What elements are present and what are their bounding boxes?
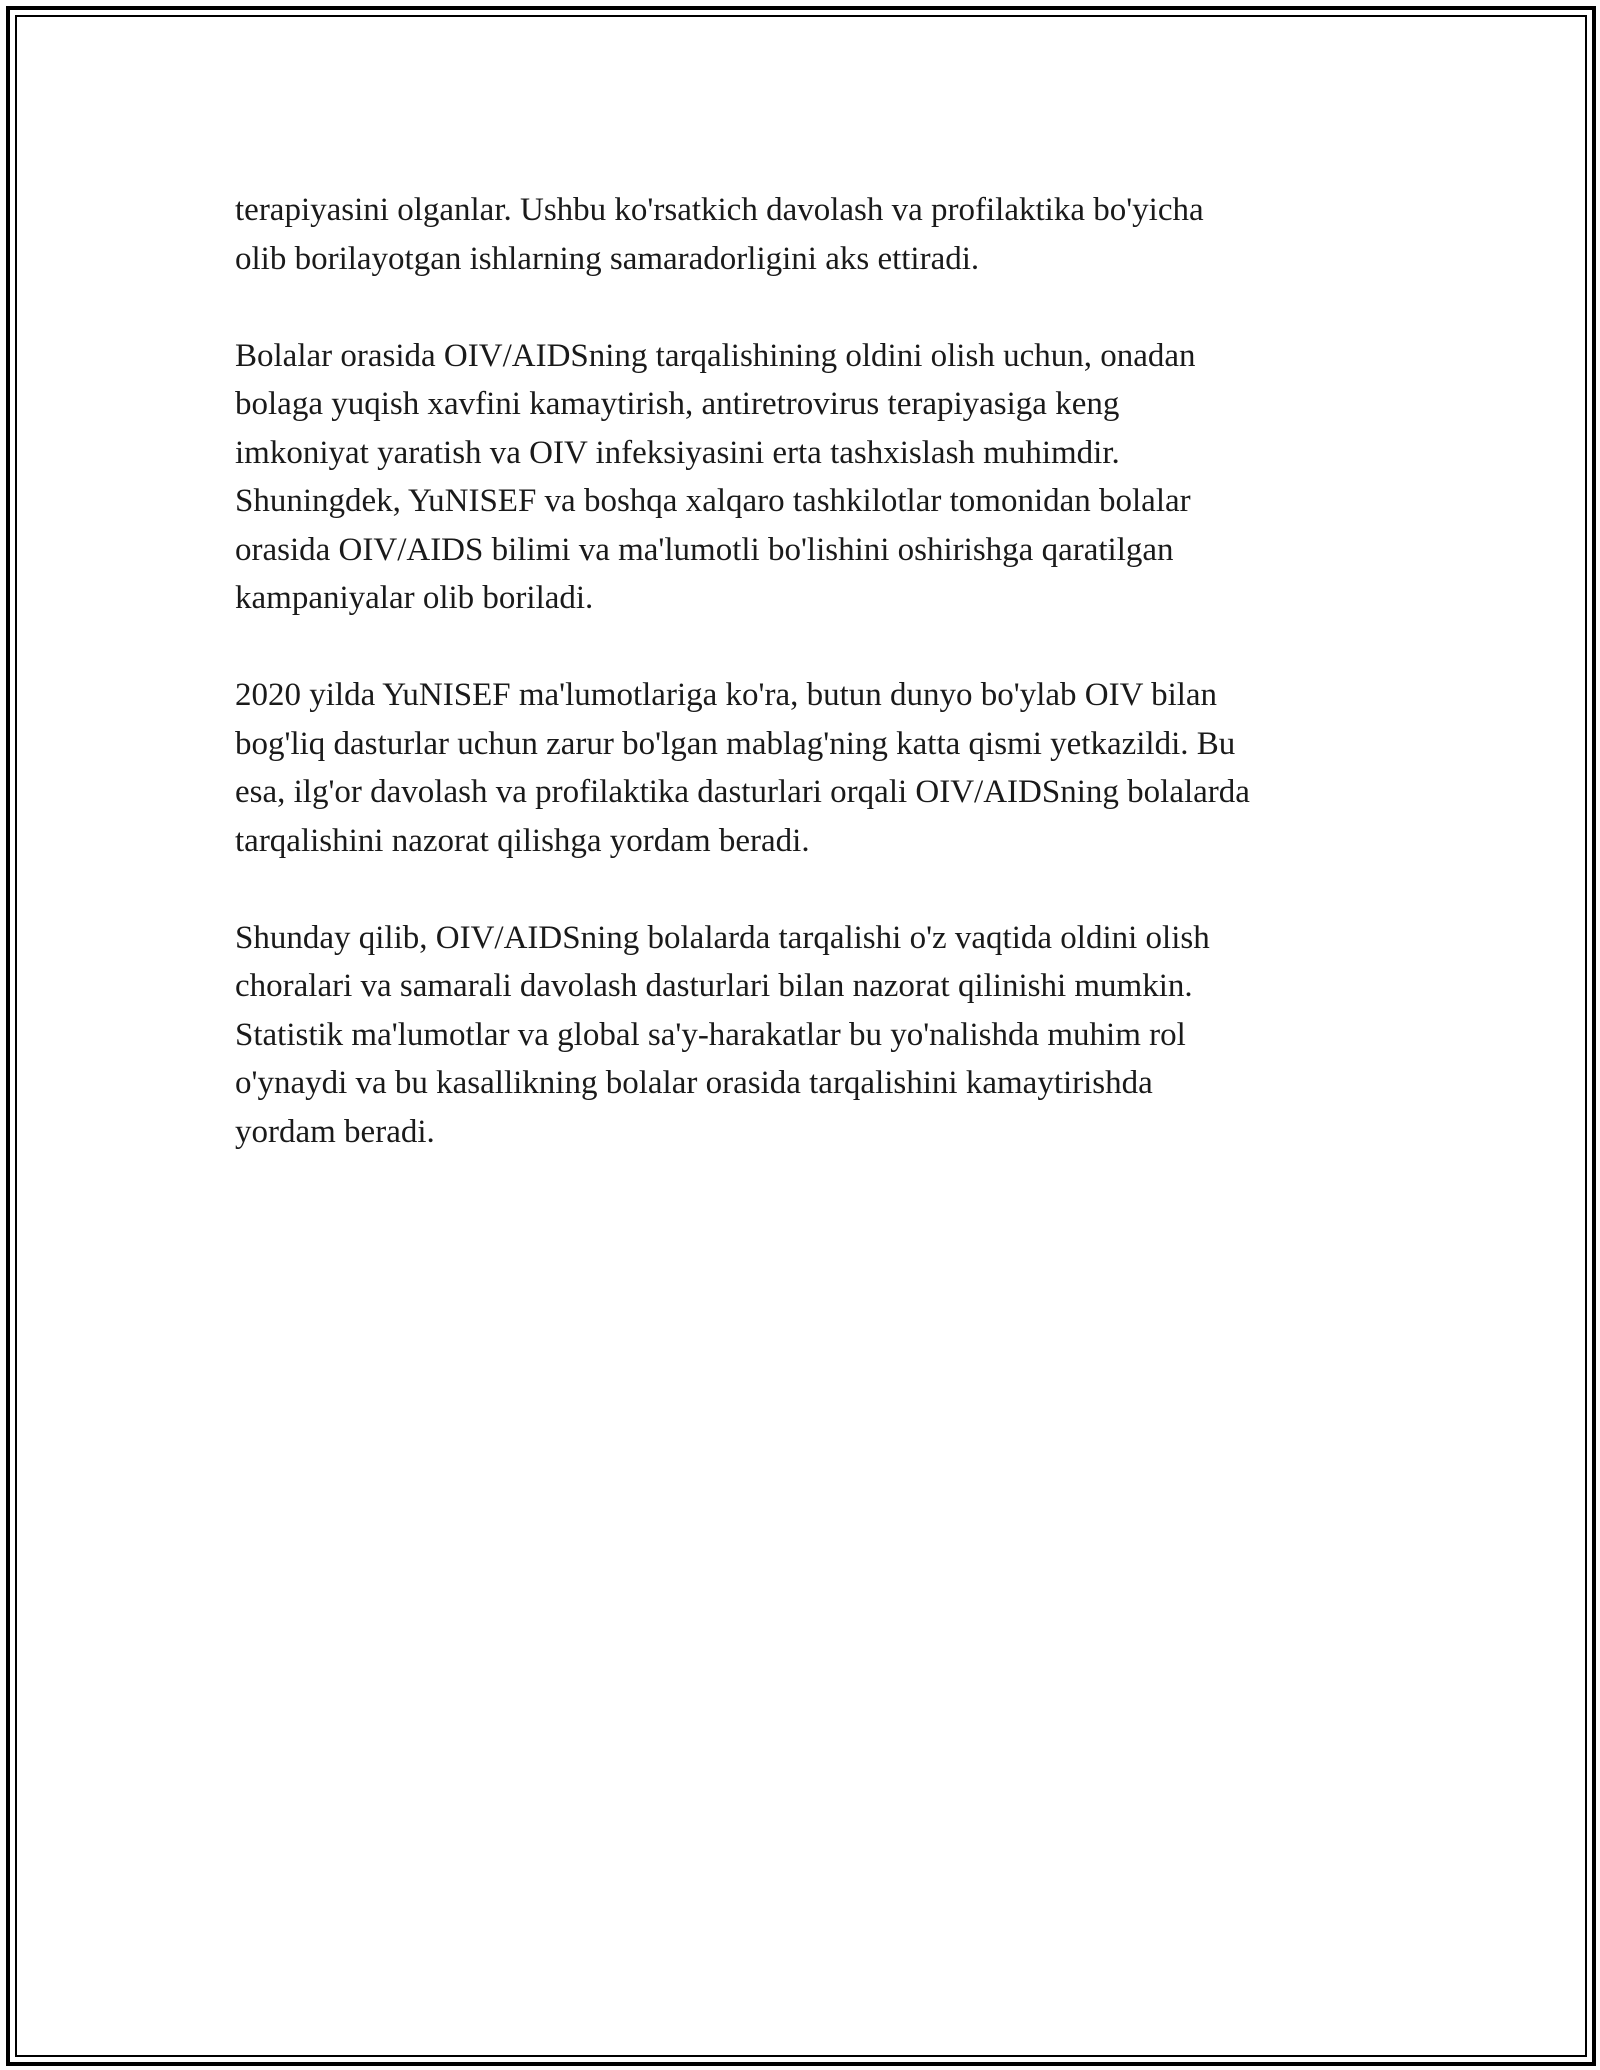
- paragraph-line: orasida OIV/AIDS bilimi va ma'lumotli bo'lishini oshirishga qaratilgan: [235, 531, 1174, 568]
- paragraph-1: [235, 186, 1435, 283]
- paragraph-line: esa, ilg'or davolash va profilaktika dasturlari orqali OIV/AIDSning bolalarda: [235, 774, 1250, 810]
- paragraph-line: olib borilayotgan ishlarning samaradorligini aks ettiradi.: [235, 240, 980, 277]
- paragraph-line: bolaga yuqish xavfini kamaytirish, antiretrovirus terapiyasiga keng: [235, 386, 1120, 422]
- paragraph-line: Shunday qilib, OIV/AIDSning bolalarda tarqalishi o'z vaqtida oldini olish: [235, 919, 1210, 956]
- paragraph-2: [235, 332, 1435, 623]
- paragraph-line: yordam beradi.: [235, 1113, 435, 1150]
- paragraph-line: choralari va samarali davolash dasturlari bilan nazorat qilinishi mumkin.: [235, 968, 1193, 1004]
- paragraph-3: [235, 671, 1435, 865]
- paragraph-line: tarqalishini nazorat qilishga yordam beradi.: [235, 822, 810, 859]
- paragraph-line: o'ynaydi va bu kasallikning bolalar orasida tarqalishini kamaytirishda: [235, 1065, 1153, 1101]
- paragraph-line: Statistik ma'lumotlar va global sa'y-harakatlar bu yo'nalishda muhim rol: [235, 1016, 1186, 1053]
- paragraph-line: terapiyasini olganlar. Ushbu ko'rsatkich davolash va profilaktika bo'yicha: [235, 192, 1204, 228]
- paragraph-line: bog'liq dasturlar uchun zarur bo'lgan mablag'ning katta qismi yetkazildi. Bu: [235, 725, 1236, 762]
- paragraph-line: imkoniyat yaratish va OIV infeksiyasini erta tashxislash muhimdir.: [235, 434, 1120, 471]
- paragraph-line: kampaniyalar olib boriladi.: [235, 580, 594, 616]
- document-body: [235, 186, 1435, 1205]
- paragraph-line: Bolalar orasida OIV/AIDSning tarqalishining oldini olish uchun, onadan: [235, 337, 1196, 374]
- paragraph-line: 2020 yilda YuNISEF ma'lumotlariga ko'ra, butun dunyo bo'ylab OIV bilan: [235, 677, 1218, 713]
- paragraph-4: [235, 914, 1435, 1157]
- paragraph-line: Shuningdek, YuNISEF va boshqa xalqaro tashkilotlar tomonidan bolalar: [235, 483, 1191, 519]
